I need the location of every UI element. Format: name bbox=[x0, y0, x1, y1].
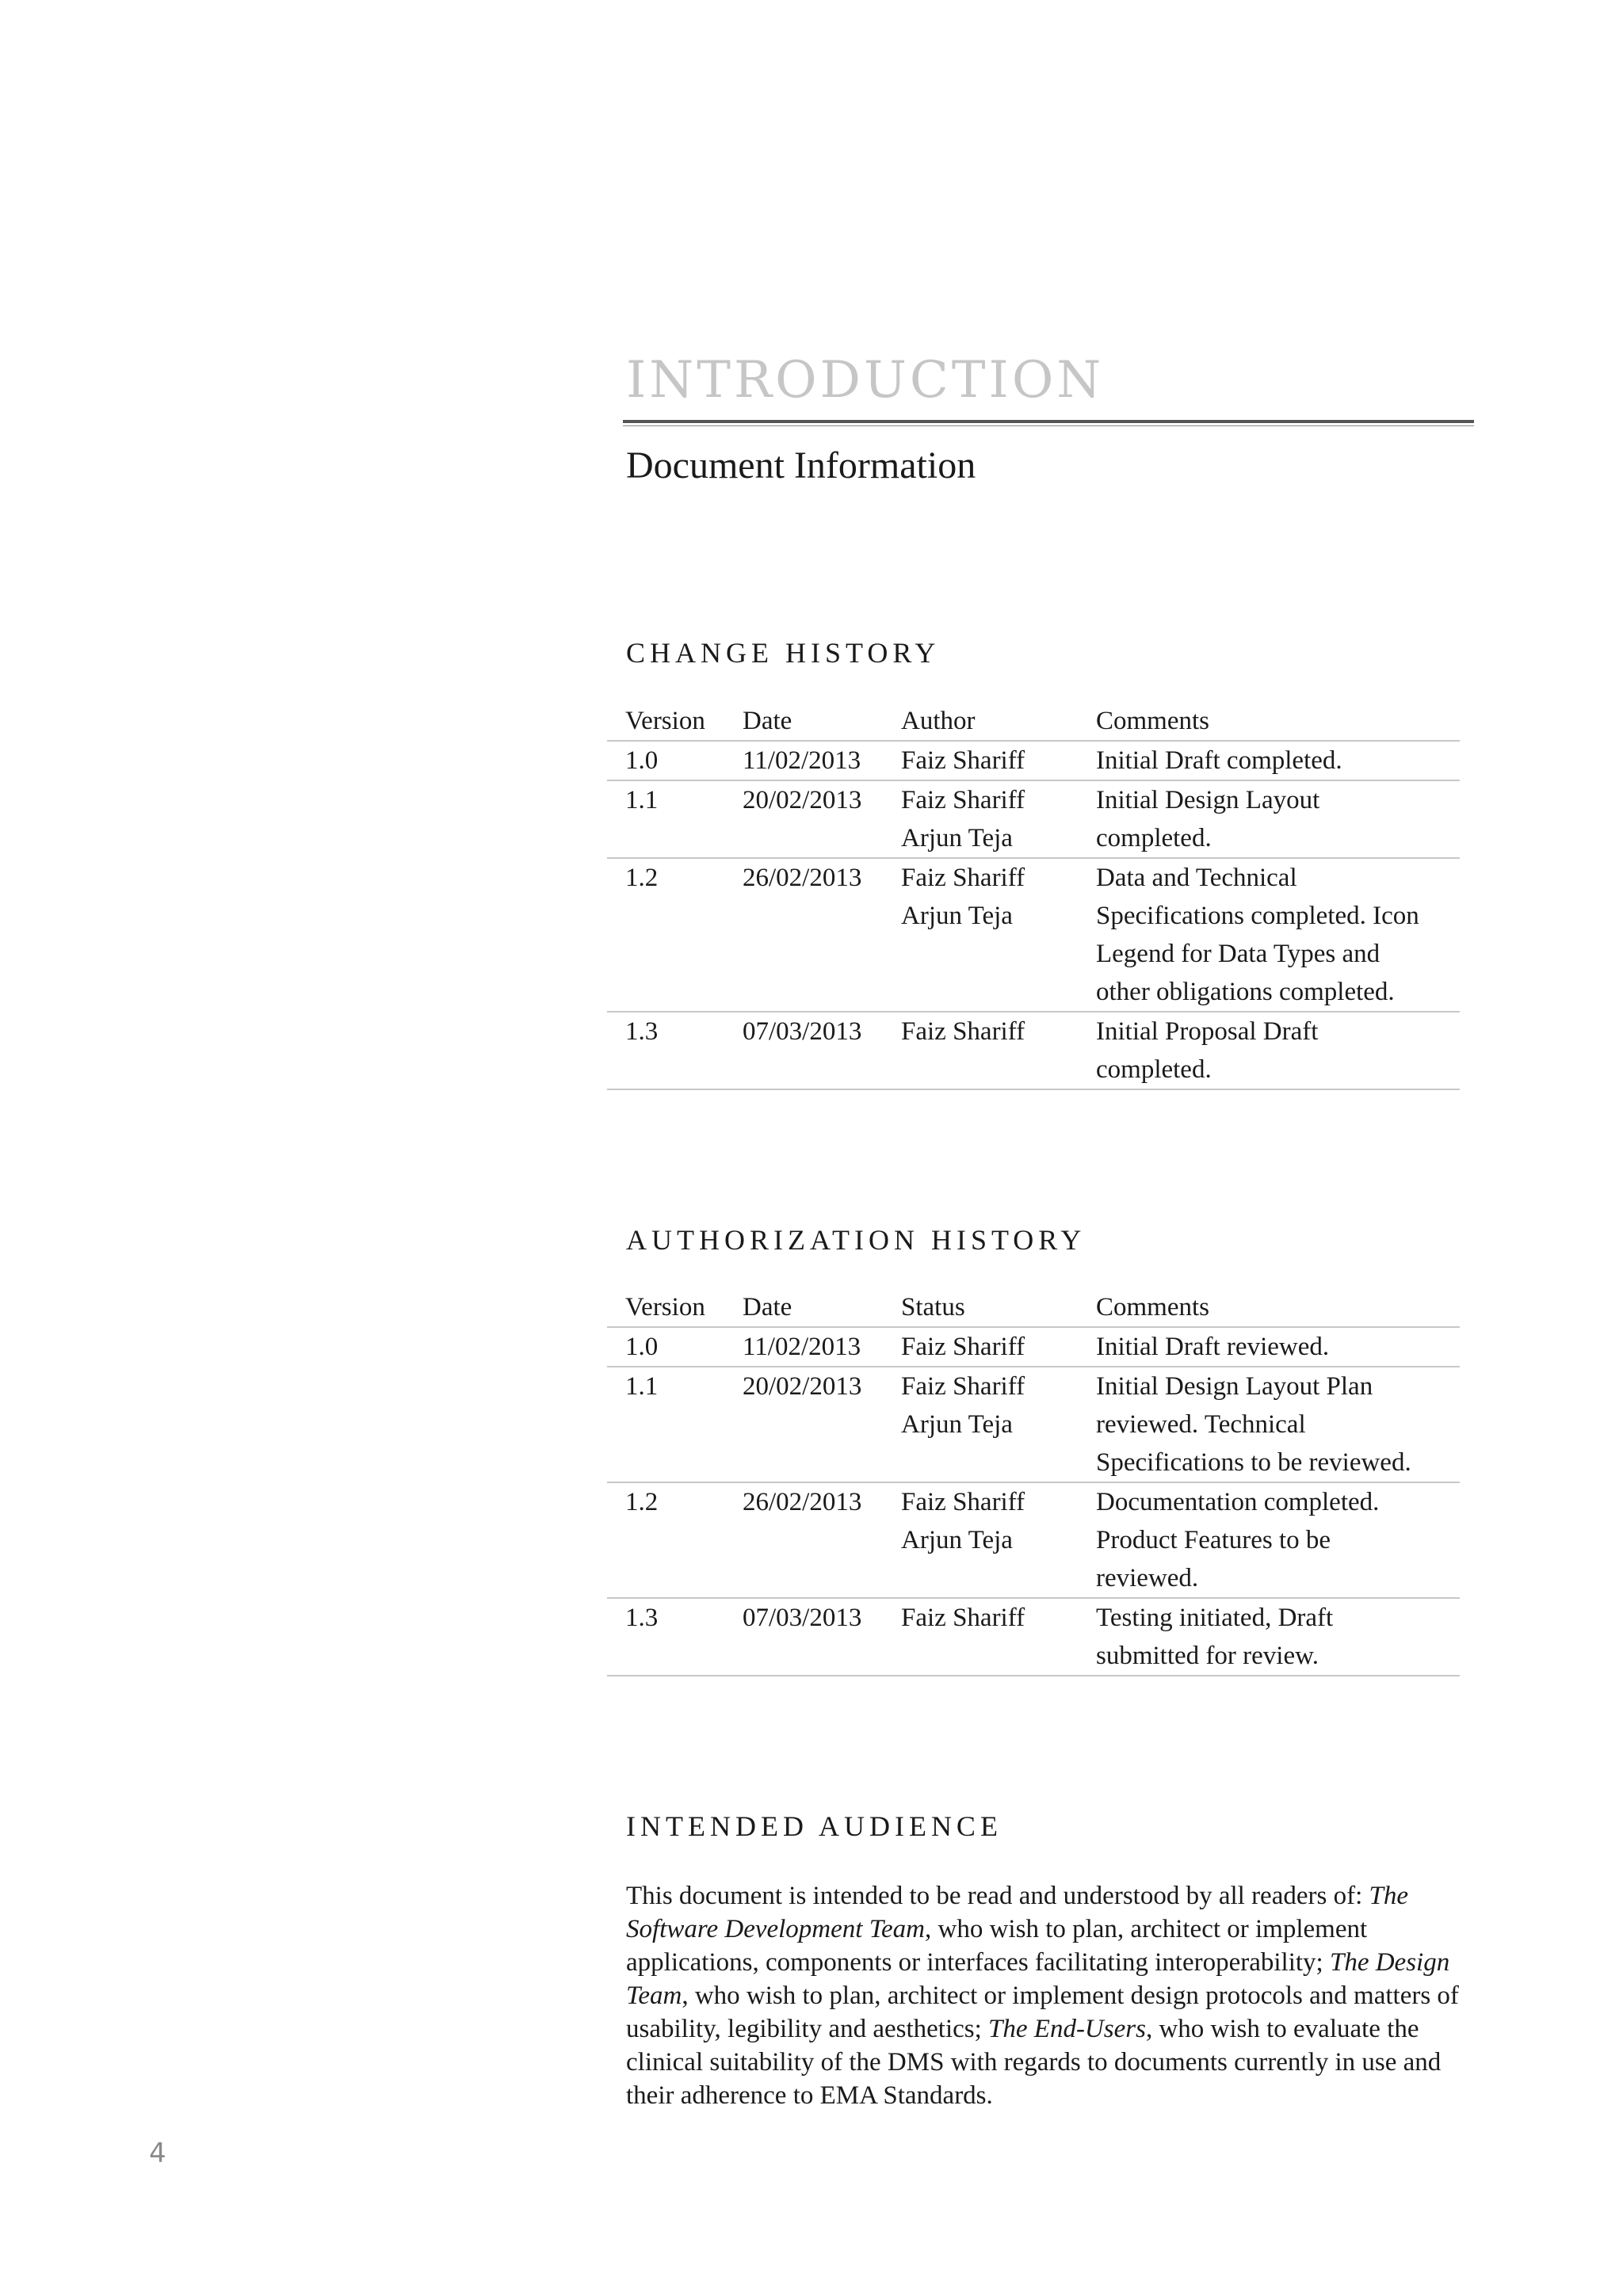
comments-cell bbox=[1078, 1327, 1460, 1367]
version-cell: 1.2 bbox=[607, 1482, 724, 1598]
status-cell-line: Arjun Teja bbox=[901, 1410, 1013, 1439]
page-title: INTRODUCTION bbox=[626, 351, 1105, 410]
version-cell: 1.0 bbox=[607, 741, 724, 780]
comments-cell-line: Initial Design Layout bbox=[1096, 786, 1320, 814]
column-header: Date bbox=[724, 702, 883, 741]
author-cell-line: Faiz Shariff bbox=[901, 864, 1025, 892]
status-cell-line: Faiz Shariff bbox=[901, 1372, 1025, 1401]
change-history-body bbox=[607, 741, 1460, 1089]
comments-cell bbox=[1078, 780, 1460, 858]
status-cell bbox=[883, 1367, 1078, 1482]
comments-cell-line: Product Features to be bbox=[1096, 1526, 1331, 1554]
column-header: Author bbox=[883, 702, 1078, 741]
title-rule bbox=[623, 420, 1474, 426]
date-cell: 11/02/2013 bbox=[724, 1327, 883, 1367]
comments-cell bbox=[1078, 1367, 1460, 1482]
comments-cell-line: Legend for Data Types and bbox=[1096, 940, 1381, 968]
table-row bbox=[607, 858, 1460, 1012]
audience-text-segment: , who wish to plan, architect or implement applications, components or interfaces facilitating interoperability; bbox=[626, 1915, 1368, 1977]
comments-cell-line: Initial Proposal Draft bbox=[1096, 1017, 1319, 1046]
date-cell: 07/03/2013 bbox=[724, 1598, 883, 1676]
author-cell bbox=[883, 741, 1078, 780]
audience-group-name: The Design Team bbox=[626, 1948, 1450, 2010]
author-cell-line: Faiz Shariff bbox=[901, 1017, 1025, 1046]
version-cell: 1.1 bbox=[607, 780, 724, 858]
author-cell-line: Faiz Shariff bbox=[901, 786, 1025, 814]
comments-cell bbox=[1078, 1012, 1460, 1089]
authorization-history-heading: AUTHORIZATION HISTORY bbox=[626, 1224, 1086, 1256]
intended-audience-heading: INTENDED AUDIENCE bbox=[626, 1810, 1002, 1842]
comments-cell bbox=[1078, 1482, 1460, 1598]
status-cell bbox=[883, 1482, 1078, 1598]
comments-cell-line: completed. bbox=[1096, 824, 1212, 852]
column-header: Comments bbox=[1078, 1288, 1460, 1327]
audience-text-segment: , who wish to evaluate the clinical suitability of the DMS with regards to documents currently in use and their adherence to EMA Standards. bbox=[626, 2015, 1442, 2110]
status-cell-line: Faiz Shariff bbox=[901, 1604, 1025, 1632]
table-header-row bbox=[607, 702, 1460, 741]
status-cell bbox=[883, 1598, 1078, 1676]
change-history-table bbox=[607, 702, 1460, 1090]
comments-cell-line: submitted for review. bbox=[1096, 1642, 1319, 1670]
column-header: Version bbox=[607, 1288, 724, 1327]
comments-cell-line: Initial Draft reviewed. bbox=[1096, 1333, 1330, 1361]
comments-cell bbox=[1078, 1598, 1460, 1676]
comments-cell-line: Initial Design Layout Plan bbox=[1096, 1372, 1373, 1401]
comments-cell bbox=[1078, 741, 1460, 780]
intended-audience-paragraph bbox=[626, 1879, 1478, 2112]
change-history-heading: CHANGE HISTORY bbox=[626, 637, 941, 669]
comments-cell-line: Initial Draft completed. bbox=[1096, 746, 1342, 775]
table-row bbox=[607, 741, 1460, 780]
version-cell: 1.3 bbox=[607, 1012, 724, 1089]
column-header: Date bbox=[724, 1288, 883, 1327]
author-cell-line: Arjun Teja bbox=[901, 824, 1013, 852]
date-cell: 20/02/2013 bbox=[724, 1367, 883, 1482]
date-cell: 26/02/2013 bbox=[724, 858, 883, 1012]
audience-group-name: The End-Users bbox=[988, 2015, 1146, 2043]
date-cell: 26/02/2013 bbox=[724, 1482, 883, 1598]
author-cell bbox=[883, 780, 1078, 858]
date-cell: 11/02/2013 bbox=[724, 741, 883, 780]
table-row bbox=[607, 1012, 1460, 1089]
comments-cell-line: Documentation completed. bbox=[1096, 1488, 1380, 1516]
table-row bbox=[607, 1367, 1460, 1482]
comments-cell-line: Specifications to be reviewed. bbox=[1096, 1448, 1411, 1477]
table-header-row bbox=[607, 1288, 1460, 1327]
table-row bbox=[607, 1482, 1460, 1598]
audience-text-segment: This document is intended to be read and understood by all readers of: bbox=[626, 1882, 1369, 1910]
author-cell-line: Faiz Shariff bbox=[901, 746, 1025, 775]
comments-cell-line: Data and Technical bbox=[1096, 864, 1297, 892]
table-row bbox=[607, 1327, 1460, 1367]
author-cell-line: Arjun Teja bbox=[901, 902, 1013, 930]
column-header: Status bbox=[883, 1288, 1078, 1327]
status-cell bbox=[883, 1327, 1078, 1367]
column-header: Comments bbox=[1078, 702, 1460, 741]
version-cell: 1.0 bbox=[607, 1327, 724, 1367]
comments-cell-line: completed. bbox=[1096, 1055, 1212, 1084]
comments-cell-line: reviewed. Technical bbox=[1096, 1410, 1306, 1439]
audience-text-segment: , who wish to plan, architect or implement design protocols and matters of usability, legibility and aesthetics; bbox=[626, 1981, 1459, 2043]
comments-cell-line: Specifications completed. Icon bbox=[1096, 902, 1419, 930]
version-cell: 1.1 bbox=[607, 1367, 724, 1482]
audience-group-name: The Software Development Team bbox=[626, 1882, 1408, 1943]
status-cell-line: Faiz Shariff bbox=[901, 1333, 1025, 1361]
version-cell: 1.3 bbox=[607, 1598, 724, 1676]
comments-cell bbox=[1078, 858, 1460, 1012]
date-cell: 20/02/2013 bbox=[724, 780, 883, 858]
page-subtitle: Document Information bbox=[626, 444, 976, 486]
author-cell bbox=[883, 858, 1078, 1012]
table-row bbox=[607, 780, 1460, 858]
page-number: 4 bbox=[149, 2138, 166, 2169]
version-cell: 1.2 bbox=[607, 858, 724, 1012]
comments-cell-line: Testing initiated, Draft bbox=[1096, 1604, 1334, 1632]
authorization-history-table bbox=[607, 1288, 1460, 1676]
authorization-history-body bbox=[607, 1327, 1460, 1676]
comments-cell-line: reviewed. bbox=[1096, 1564, 1199, 1592]
date-cell: 07/03/2013 bbox=[724, 1012, 883, 1089]
table-row bbox=[607, 1598, 1460, 1676]
author-cell bbox=[883, 1012, 1078, 1089]
status-cell-line: Faiz Shariff bbox=[901, 1488, 1025, 1516]
status-cell-line: Arjun Teja bbox=[901, 1526, 1013, 1554]
comments-cell-line: other obligations completed. bbox=[1096, 978, 1395, 1006]
column-header: Version bbox=[607, 702, 724, 741]
